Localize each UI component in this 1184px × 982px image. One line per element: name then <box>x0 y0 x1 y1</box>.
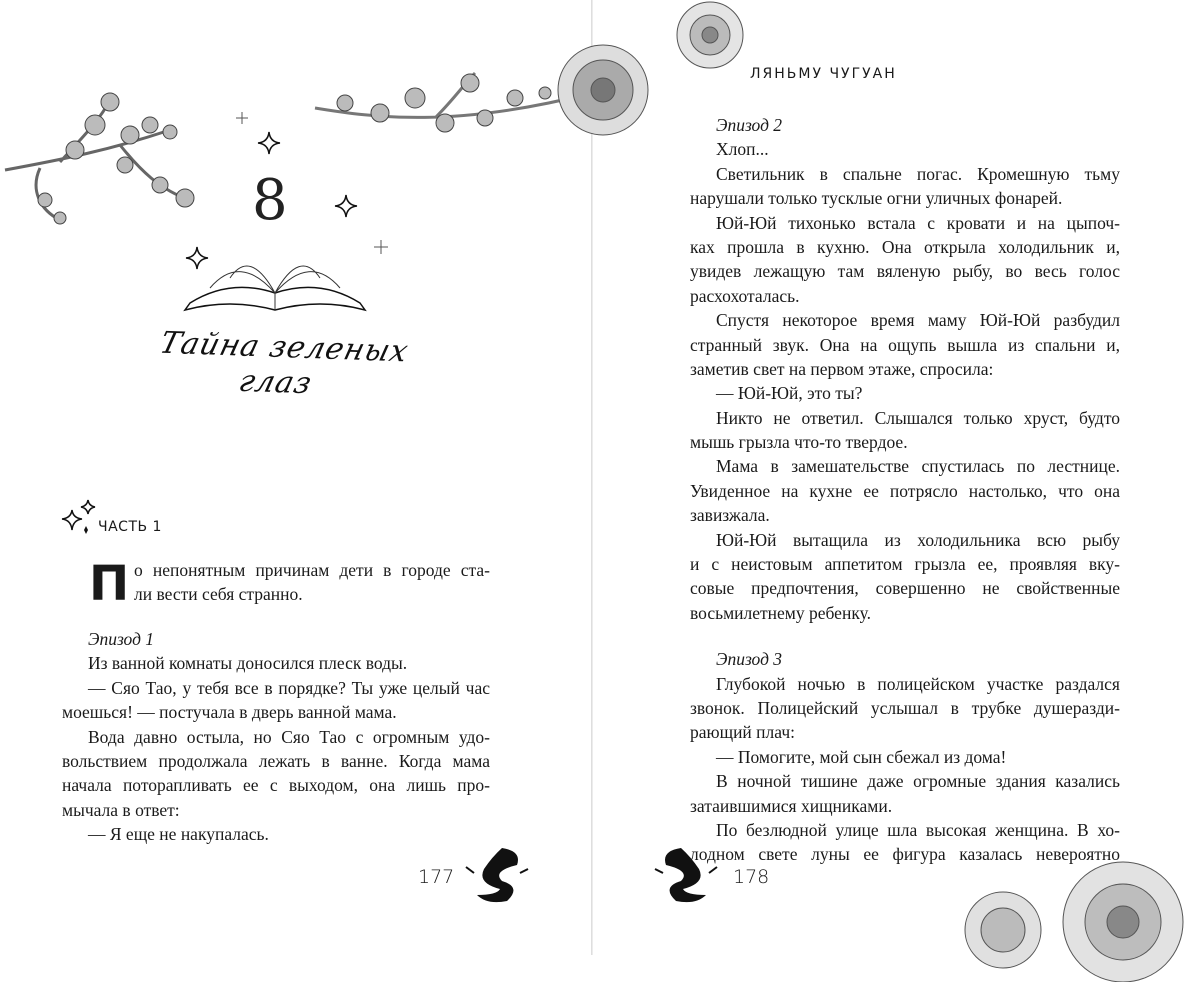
text-line: затаившимися хищниками. <box>690 795 893 816</box>
sparkle-icon <box>236 112 248 124</box>
text-line: Глубокой ночью в полицейском участке раздался <box>716 673 1120 694</box>
sparkle-icon <box>335 195 357 217</box>
text-line: Светильник в спальне погас. Кромешную тьму <box>716 163 1120 184</box>
text-line: ли вести себя странно. <box>134 584 303 605</box>
right-page <box>593 0 1184 955</box>
text-line: моешься! — постучала в дверь ванной мама. <box>62 702 397 723</box>
open-book-illustration <box>180 248 370 318</box>
text-line: Хлоп... <box>716 139 769 160</box>
episode-title: Эпизод 2 <box>716 115 783 135</box>
text-line: По безлюдной улице шла высокая женщина. В хо- <box>716 819 1120 840</box>
text-line: звонок. Полицейский услышал в трубке душеразди- <box>690 697 1120 718</box>
text-line: совые предпочтения, совершенно не свойственные <box>690 578 1120 599</box>
text-line: странный звук. Она на ощупь вышла из спальни и, <box>690 334 1120 355</box>
chapter-title: Тайна зеленых глаз <box>156 325 413 402</box>
text-line: восьмилетнему ребенку. <box>690 602 871 623</box>
text-line: заметив свет на первом этаже, спросила: <box>690 358 994 379</box>
text-line: Вода давно остыла, но Сяо Тао с огромным удо- <box>88 726 490 747</box>
sparkle-icon <box>374 240 388 254</box>
text-line: мычала в ответ: <box>62 799 180 820</box>
part-label: ЧАСТЬ 1 <box>98 519 162 535</box>
intro-text <box>134 558 490 607</box>
paper-fan-decoration <box>593 40 673 140</box>
text-line: начала поторапливать ее с выходом, она лишь про- <box>62 775 490 796</box>
text-line: рающий плач: <box>690 722 795 743</box>
paper-fan-decoration <box>1048 852 1184 982</box>
running-header: ЛЯНЬМУ ЧУГУАН <box>750 66 897 82</box>
sparkles-icon <box>60 498 100 538</box>
text-line: мышь грызла что-то твердое. <box>690 432 908 453</box>
text-line: о непонятным причинам дети в городе ста- <box>134 560 490 580</box>
text-line: ках прошла в кухню. Она открыла холодильник и, <box>690 236 1120 257</box>
text-line: — Помогите, мой сын сбежал из дома! <box>716 746 1007 767</box>
episode-title: Эпизод 1 <box>88 629 155 649</box>
text-line: — Юй-Юй, это ты? <box>716 383 863 404</box>
text-line: Мама в замешательстве спустилась по лестнице. <box>716 456 1120 477</box>
chapter-number: 8 <box>252 168 288 233</box>
paper-fan-decoration <box>675 0 745 70</box>
cherry-blossom-branch-illustration <box>0 80 240 230</box>
text-line: увидев лежащую там вяленую рыбу, во весь голос <box>690 261 1120 282</box>
dragon-illustration <box>462 843 532 908</box>
text-line: и с неистовым аппетитом грызла ее, проявляя вку- <box>690 554 1120 575</box>
text-line: лодном свете луны ее фигура казалась невероятно <box>690 844 1120 865</box>
episode-title: Эпизод 3 <box>716 649 783 670</box>
text-line: Юй-Юй тихонько встала с кровати и на цыпоч- <box>716 212 1120 233</box>
left-page <box>0 0 592 955</box>
drop-cap: П <box>89 556 130 612</box>
paper-fan-decoration <box>963 885 1043 965</box>
text-line: Увиденное на кухне ее потрясло настолько, что она <box>690 480 1120 501</box>
text-line: расхохоталась. <box>690 285 800 306</box>
episode-1-text <box>62 627 490 847</box>
text-line: В ночной тишине даже огромные здания казались <box>716 771 1120 792</box>
page-number: 178 <box>733 866 770 888</box>
text-line: — Я еще не накупалась. <box>88 824 269 845</box>
text-line: вольствием продолжала лежать в ванне. Когда мама <box>62 750 490 771</box>
page-number: 177 <box>418 866 455 888</box>
text-line: — Сяо Тао, у тебя все в порядке? Ты уже целый час <box>88 677 490 698</box>
text-line: завизжала. <box>690 505 770 526</box>
text-line: нарушали только тусклые огни уличных фонарей. <box>690 188 1063 209</box>
text-line: Никто не ответил. Слышался только хруст, будто <box>716 407 1120 428</box>
section-gap <box>690 625 1120 647</box>
text-line: Юй-Юй вытащила из холодильника всю рыбу <box>716 529 1120 550</box>
text-line: Из ванной комнаты доносился плеск воды. <box>88 653 408 674</box>
right-page-text <box>690 113 1120 867</box>
text-line: Спустя некоторое время маму Юй-Юй разбудил <box>716 310 1120 331</box>
sparkle-icon <box>258 132 280 154</box>
cherry-blossom-branch-illustration <box>315 68 592 158</box>
